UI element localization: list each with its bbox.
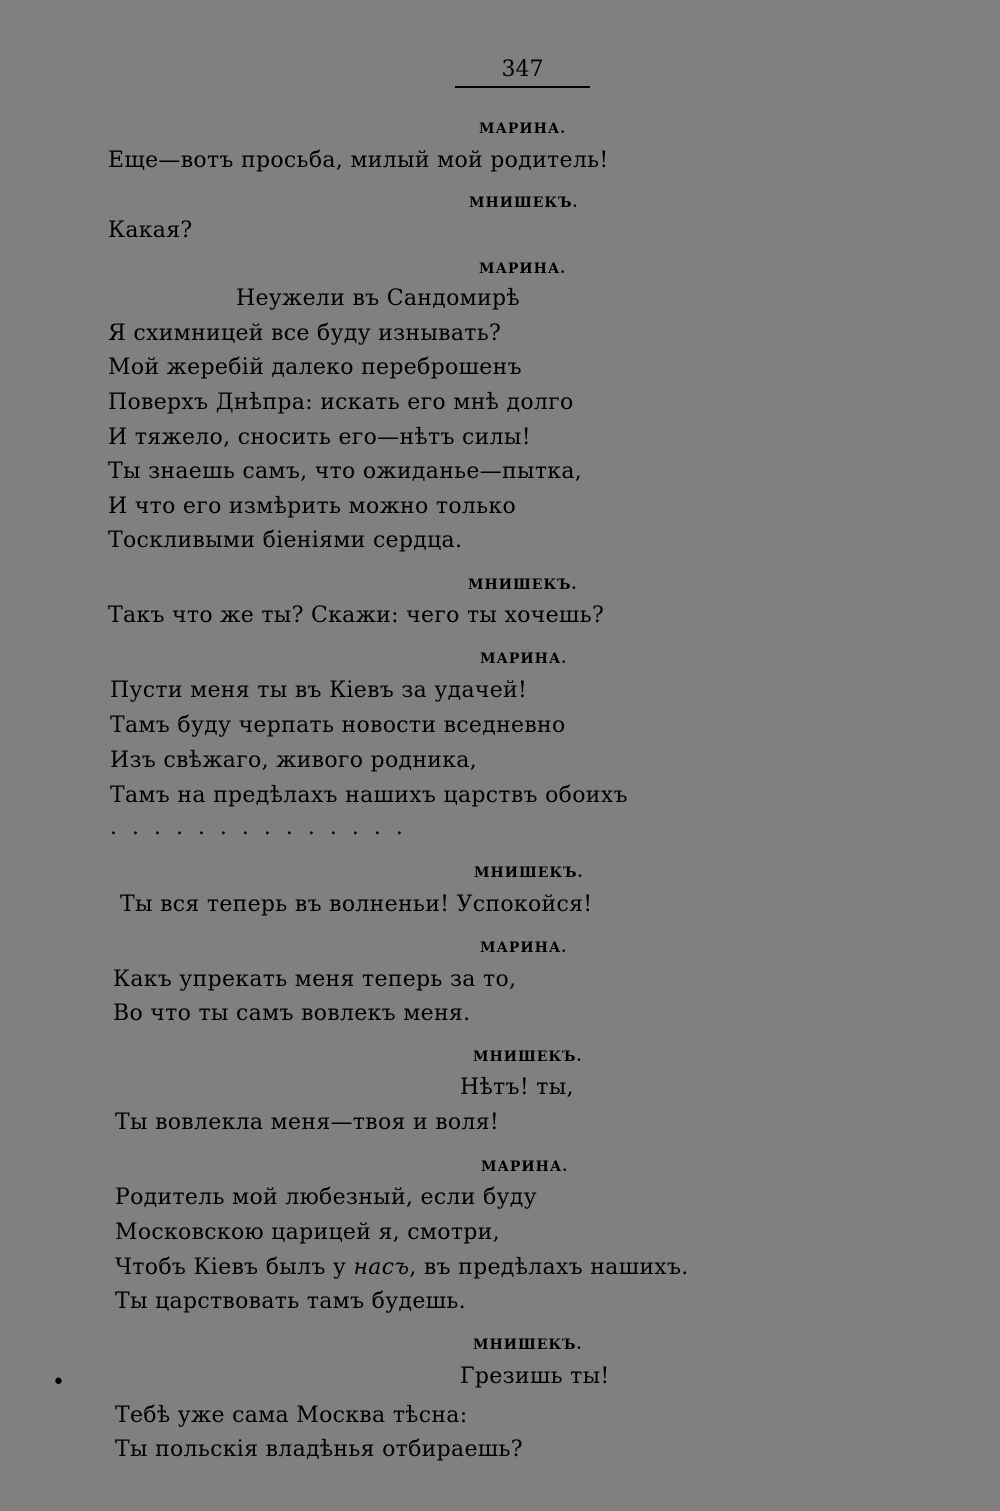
verse-line: Поверхъ Днѣпра: искать его мнѣ долго [108,390,574,415]
verse-line: Тоскливыми біеніями сердца. [108,528,463,553]
verse-line: И тяжело, сносить его—нѣтъ силы! [108,425,531,450]
page-number: 347 [455,56,590,88]
verse-line: Такъ что же ты? Скажи: чего ты хочешь? [108,603,605,628]
speaker-name: МАРИНА. [481,1159,569,1175]
speaker-name: МАРИНА. [480,940,568,956]
verse-line: Тамъ буду черпать новости вседневно [110,713,566,738]
verse-line: Ты вся теперь въ волненьи! Успокойся! [120,892,593,917]
verse-line: Ты царствовать тамъ будешь. [115,1289,466,1314]
speaker-name: МАРИНА. [480,651,568,667]
verse-line: Московскою царицей я, смотри, [115,1220,500,1245]
verse-line: И что его измѣрить можно только [108,494,517,519]
verse-line: Ты польскія владѣнья отбираешь? [115,1437,523,1462]
speaker-name: МНИШЕКЪ. [473,1337,583,1353]
italic-word: насъ [353,1255,410,1280]
speaker-name: МНИШЕКЪ. [469,195,579,211]
speaker-name: МАРИНА. [479,261,567,277]
speaker-name: МАРИНА. [479,121,567,137]
verse-line: Какъ упрекать меня теперь за то, [113,967,517,992]
speaker-name: МНИШЕКЪ. [468,577,578,593]
verse-line: Еще—вотъ просьба, милый мой родитель! [108,148,609,173]
verse-line: Тебѣ уже сама Москва тѣсна: [115,1403,468,1428]
verse-line [115,1255,689,1281]
verse-line: Я схимницей все буду изнывать? [108,321,502,346]
verse-line: Нѣтъ! ты, [460,1075,574,1100]
margin-dot: • [52,1370,65,1395]
verse-line: Тамъ на предѣлахъ нашихъ царствъ обоихъ [110,783,628,808]
verse-line: Ты вовлекла меня—твоя и воля! [115,1110,500,1135]
verse-line: Изъ свѣжаго, живого родника, [110,748,478,773]
speaker-name: МНИШЕКЪ. [474,865,584,881]
verse-line: Грезишь ты! [460,1364,610,1389]
verse-line: Во что ты самъ вовлекъ меня. [113,1001,471,1026]
verse-text: , въ предѣлахъ нашихъ. [409,1255,689,1280]
verse-line: Неужели въ Сандомирѣ [236,286,520,311]
verse-line: Какая? [108,218,193,243]
speaker-name: МНИШЕКЪ. [473,1049,583,1065]
ellipsis-line: . . . . . . . . . . . . . . [110,815,407,840]
verse-line: Мой жеребій далеко переброшенъ [108,355,522,380]
verse-line: Ты знаешь самъ, что ожиданье—пытка, [108,459,583,484]
verse-line: Пусти меня ты въ Кіевъ за удачей! [110,678,528,703]
verse-text: Чтобъ Кіевъ былъ у [115,1255,347,1280]
verse-line: Родитель мой любезный, если буду [115,1185,537,1210]
